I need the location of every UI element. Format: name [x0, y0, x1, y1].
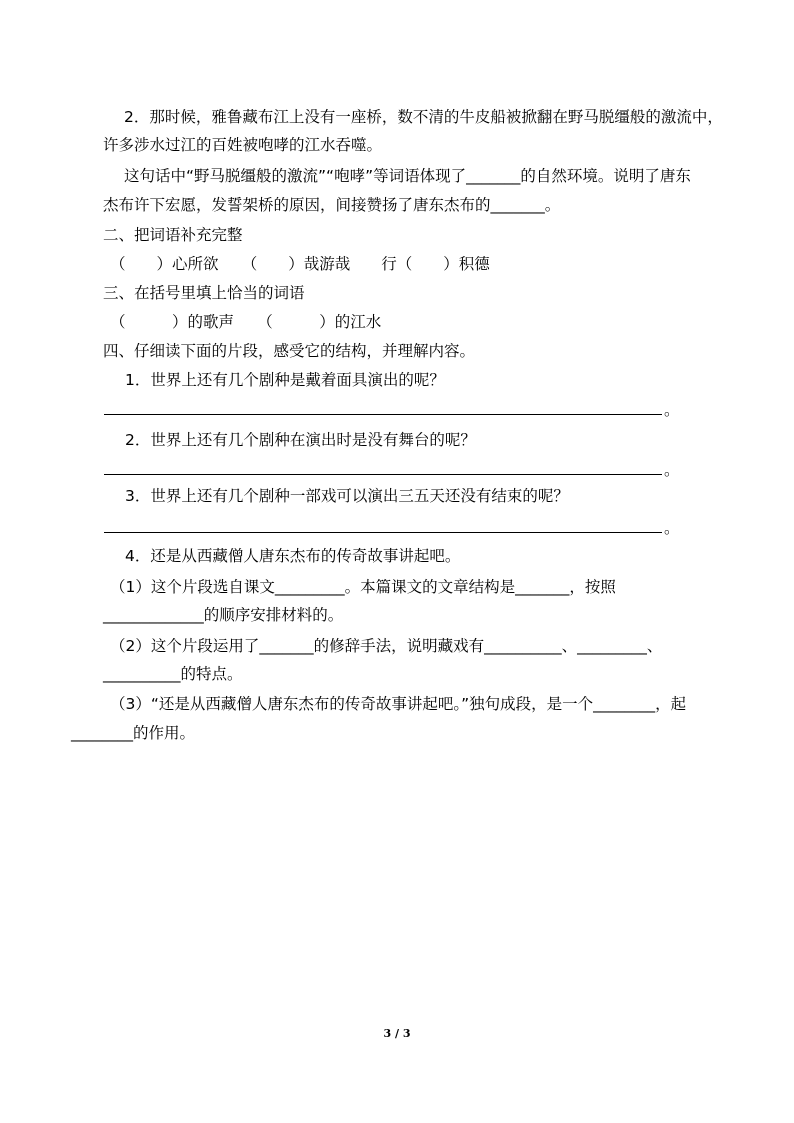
- page-number: 3 / 3: [383, 1027, 411, 1040]
- question-2-sentence-line-2: 许多涉水过江的百姓被咆哮的江水吞噬。: [103, 136, 383, 154]
- passage-sentence-3: 3．世界上还有几个剧种一部戏可以演出三五天还没有结束的呢？: [125, 487, 569, 505]
- section-4-heading: 四、仔细读下面的片段，感受它的结构，并理解内容。: [103, 342, 476, 360]
- passage-sentence-4: 4．还是从西藏僧人唐东杰布的传奇故事讲起吧。: [125, 547, 461, 565]
- sub-question-2-line-2: __________的特点。: [103, 665, 243, 683]
- question-2-prompt-line-1: 这句话中“野马脱缰般的激流”“咆哮”等词语体现了_______的自然环境。说明了唐东: [124, 167, 691, 185]
- answer-line-1[interactable]: [104, 414, 662, 415]
- sub-question-2-line-1: （2）这个片段运用了_______的修辞手法，说明藏戏有__________、_________、: [110, 637, 663, 655]
- answer-line-2[interactable]: [104, 474, 662, 475]
- question-2-sentence-line-1: 2．那时候，雅鲁藏布江上没有一座桥，数不清的牛皮船被掀翻在野马脱缰般的激流中，: [124, 108, 723, 126]
- answer-line-2-period: 。: [664, 461, 680, 479]
- answer-line-1-period: 。: [664, 401, 680, 419]
- passage-sentence-2: 2．世界上还有几个剧种在演出时是没有舞台的呢？: [125, 431, 476, 449]
- section-2-heading: 二、把词语补充完整: [103, 226, 243, 244]
- passage-sentence-1: 1．世界上还有几个剧种是戴着面具演出的呢？: [125, 371, 445, 389]
- sub-question-1-line-1: （1）这个片段选自课文_________。本篇课文的文章结构是_______，按照: [110, 578, 616, 596]
- section-3-phrase-items: （ ）的歌声 （ ）的江水: [110, 313, 382, 331]
- answer-line-3-period: 。: [664, 519, 680, 537]
- section-2-idiom-items: （ ）心所欲 （ ）哉游哉 行（ ）积德: [110, 255, 490, 273]
- section-3-heading: 三、在括号里填上恰当的词语: [103, 284, 305, 302]
- sub-question-1-line-2: _____________的顺序安排材料的。: [103, 606, 344, 624]
- question-2-prompt-line-2: 杰布许下宏愿，发誓架桥的原因，间接赞扬了唐东杰布的_______。: [103, 196, 561, 214]
- sub-question-3-line-1: （3）“还是从西藏僧人唐东杰布的传奇故事讲起吧。”独句成段，是一个________，起: [110, 695, 687, 713]
- sub-question-3-line-2: ________的作用。: [71, 724, 196, 742]
- answer-line-3[interactable]: [104, 532, 662, 533]
